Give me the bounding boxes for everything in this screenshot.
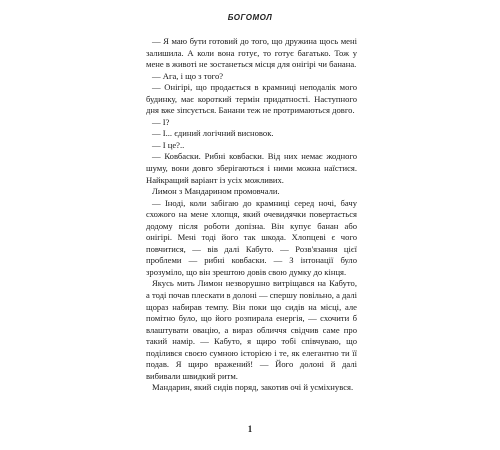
paragraph: — Іноді, коли забігаю до крамниці серед ночі, бачу схожого на мене хлопця, який очевидячки повертається додому після роботи допізна. Він купує банан або онігірі. Мені тоді його так шкода. Хлопцеві є чого повчитися, — вів далі Кабуто. — Розв'язання цієї проблеми — рибні ковбаски. — З інтонації було зрозуміло, що він зрештою довів свою думку до кінця. [146, 197, 357, 277]
paragraph: — І? [152, 116, 170, 127]
paragraph: Якусь мить Лимон незворушно витріщався на Кабуто, а тоді почав плескати в долоні — спершу повільно, а далі щораз набирав темпу. Він поки що сидів на місці, але помітно було, що його розпирала енергія, — схочити б влаштувати овацію, а вираз обличчя свідчив саме про такий намір. — Кабуто, я щиро тобі співчуваю, що поділився своєю сумною історією і те, як елегантно ти її подав. Я щиро вражений! — Його долоні й далі вибивали швидкий ритм. [146, 278, 357, 381]
paragraph: — І... єдиний логічний висновок. [152, 128, 274, 139]
paragraph: Лимон з Мандарином промовчали. [152, 186, 280, 197]
paragraph: — Я маю бути готовий до того, що дружина щось мені залишила. А коли вона готує, то готує багатько. Тож у мене в животі не зостанеться місця для онігірі чи банана. [146, 36, 357, 70]
page-body [146, 36, 357, 394]
paragraph: — Ага, і що з того? [152, 70, 224, 81]
paragraph: — Онігірі, що продається в крамниці неподалік мого будинку, має короткий термін придатності. Наступного дня вже зіпсується. Банани теж не протримаються довго. [146, 82, 357, 116]
page-number: 1 [247, 424, 253, 434]
running-header: БОГОМОЛ [227, 13, 273, 22]
paragraph: — І це?.. [152, 139, 185, 150]
paragraph: — Ковбаски. Рибні ковбаски. Від них немає жодного шуму, вони довго зберігаються і ними можна наїстися. Найкращий варіант із усіх можливих. [146, 151, 357, 185]
paragraph: Мандарин, який сидів поряд, закотив очі й усміхнувся. [152, 382, 354, 393]
